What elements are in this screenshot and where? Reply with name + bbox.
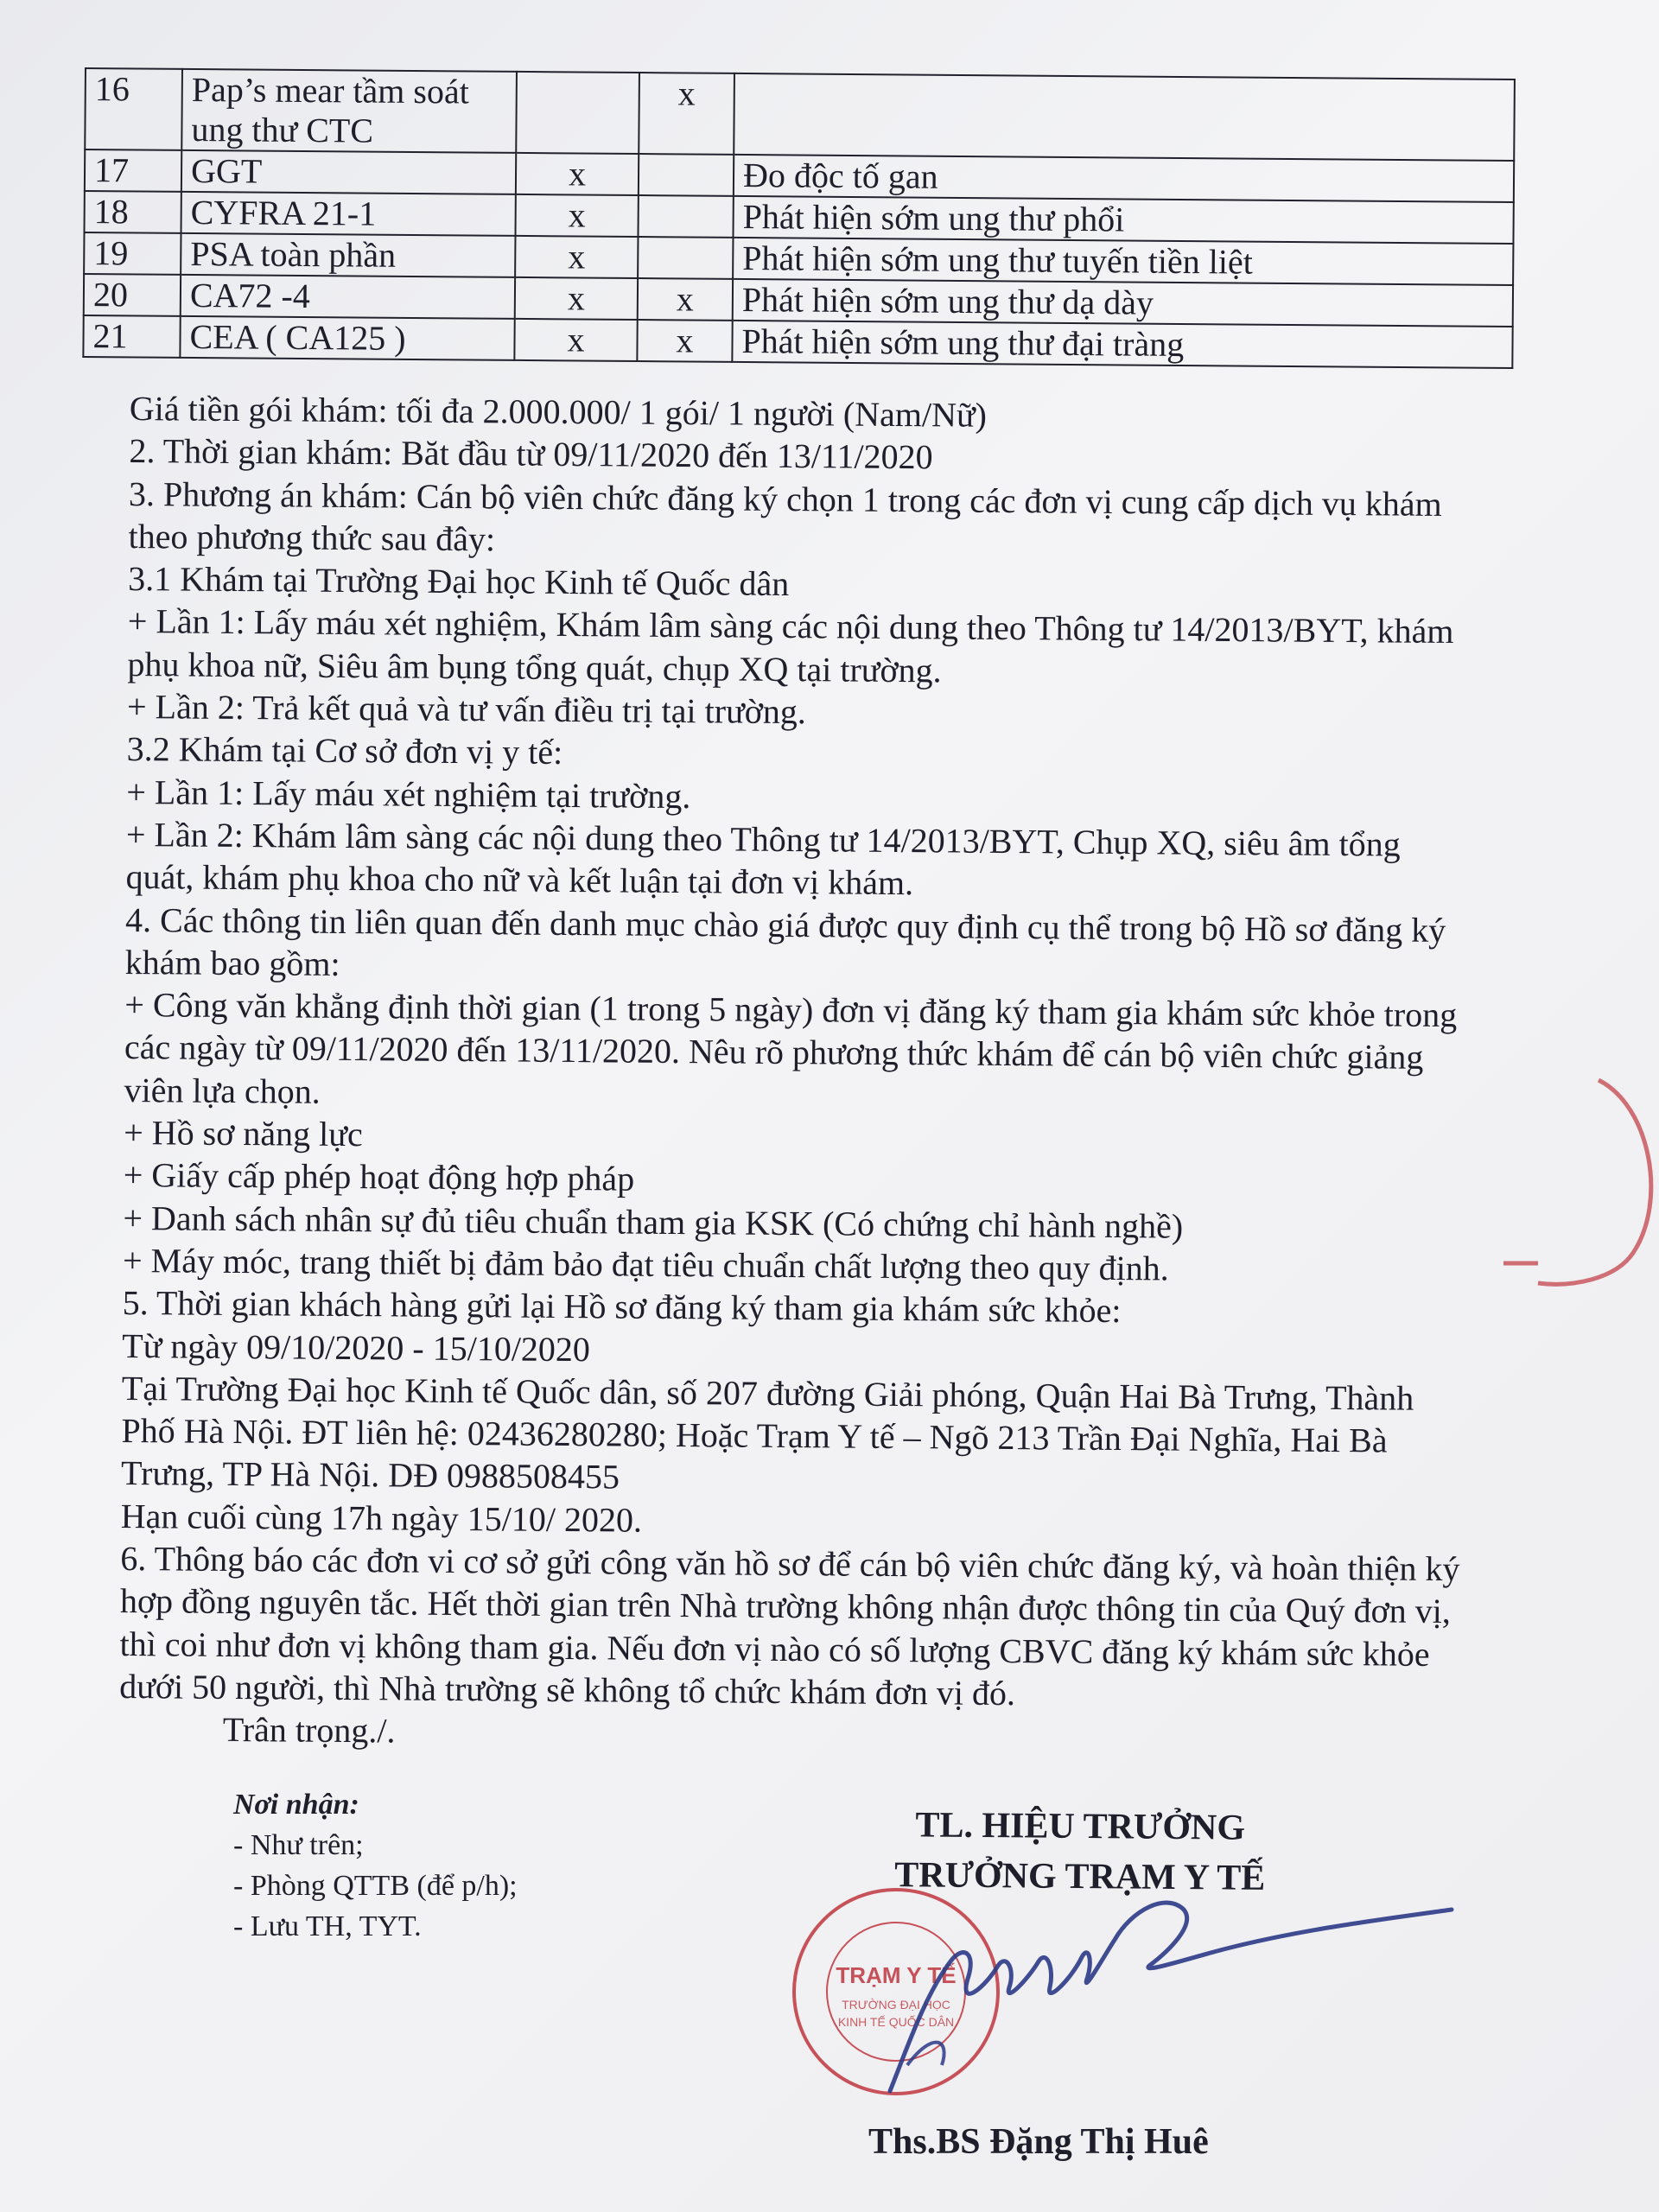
paragraph: Từ ngày 09/10/2020 - 15/10/2020 bbox=[122, 1325, 591, 1369]
exam-table bbox=[82, 67, 1516, 369]
mark-col-b bbox=[638, 237, 733, 279]
test-purpose: Đo độc tố gan bbox=[734, 155, 1514, 202]
mark-col-b: x bbox=[638, 278, 733, 321]
recipient-item: - Phòng QTTB (để p/h); bbox=[233, 1870, 518, 1902]
paragraph: 2. Thời gian khám: Băt đầu từ 09/11/2020 đến 13/11/2020 bbox=[129, 431, 933, 477]
row-number: 16 bbox=[85, 68, 182, 150]
test-purpose: Phát hiện sớm ung thư tuyến tiền liệt bbox=[733, 238, 1513, 285]
paragraph: Tại Trường Đại học Kinh tế Quốc dân, số 207 đường Giải phóng, Quận Hai Bà Trưng, Thành Phố Hà Nội. ĐT liên hệ: 02436280280; Hoặc Trạm Y tế – Ngõ 213 Trần Đại Nghĩa, Hai Bà Trưng, TP Hà Nội. DĐ 0988508455 bbox=[120, 1368, 1414, 1497]
row-number: 19 bbox=[84, 232, 181, 275]
paragraph: + Giấy cấp phép hoạt động hợp pháp bbox=[123, 1155, 635, 1198]
signer-name: Ths.BS Đặng Thị Huê bbox=[868, 2122, 1209, 2162]
partial-stamp-edge bbox=[1503, 1071, 1659, 1296]
test-name: CEA ( CA125 ) bbox=[180, 316, 514, 360]
paragraph: + Lần 1: Lấy máu xét nghiệm, Khám lâm sàng các nội dung theo Thông tư 14/2013/BYT, khám phụ khoa nữ, Siêu âm bụng tổng quát, chụp XQ tại trường. bbox=[127, 601, 1454, 690]
paragraph: 6. Thông báo các đơn vi cơ sở gửi công văn hồ sơ để cán bộ viên chức đăng ký, và hoàn thiện ký hợp đồng nguyên tắc. Hết thời gian trên Nhà trường không nhận được thông tin của Quý đơn vị, thì coi như đơn vị không tham gia. Nếu đơn vị nào có số lượng CBVC đăng ký khám sức khỏe dưới 50 người, thì Nhà trường sẽ không tổ chức khám đơn vị đó. bbox=[119, 1538, 1460, 1713]
mark-col-a: x bbox=[514, 319, 637, 361]
handwritten-signature bbox=[855, 1858, 1460, 2108]
paragraph: 3. Phương án khám: Cán bộ viên chức đăng ký chọn 1 trong các đơn vị cung cấp dịch vụ khám theo phương thức sau đây: bbox=[128, 474, 1442, 559]
paragraph: + Công văn khẳng định thời gian (1 trong 5 ngày) đơn vị đăng ký tham gia khám sức khỏe trong các ngày từ 09/11/2020 đến 13/11/2020. Nêu rõ phương thức khám để cán bộ viên chức giảng viên lựa chọn. bbox=[124, 985, 1458, 1111]
paragraph: Giá tiền gói khám: tối đa 2.000.000/ 1 gói/ 1 người (Nam/Nữ) bbox=[129, 388, 988, 435]
paragraph: 3.2 Khám tại Cơ sở đơn vị y tế: bbox=[126, 729, 563, 772]
table-row bbox=[85, 68, 1515, 161]
row-number: 18 bbox=[84, 191, 181, 233]
row-number: 17 bbox=[85, 149, 181, 192]
paragraph: + Danh sách nhân sự đủ tiêu chuẩn tham gia KSK (Có chứng chỉ hành nghề) bbox=[123, 1198, 1184, 1246]
recipients-header: Nơi nhận: bbox=[233, 1789, 359, 1821]
stamp-inner-text: KINH TẾ QUỐC DÂN bbox=[837, 2015, 955, 2029]
signature-title-line-2: TRƯỞNG TRẠM Y TẾ bbox=[894, 1855, 1266, 1898]
test-purpose: Phát hiện sớm ung thư dạ dày bbox=[733, 279, 1513, 327]
mark-col-b: x bbox=[639, 73, 734, 155]
test-name: CA72 -4 bbox=[181, 275, 515, 319]
test-name: PSA toàn phần bbox=[181, 233, 515, 277]
stamp-inner-text: TRƯỜNG ĐẠI HỌC bbox=[842, 1998, 950, 2012]
test-name: CYFRA 21-1 bbox=[181, 192, 515, 236]
row-number: 20 bbox=[84, 274, 181, 316]
mark-col-a: x bbox=[515, 236, 638, 278]
mark-col-a: x bbox=[515, 277, 638, 320]
document-body bbox=[119, 387, 1478, 1761]
recipients-block bbox=[233, 1784, 518, 1947]
mark-col-a: x bbox=[516, 153, 639, 195]
test-purpose: Phát hiện sớm ung thư đại tràng bbox=[732, 321, 1512, 368]
test-purpose bbox=[734, 73, 1515, 161]
paragraph: Hạn cuối cùng 17h ngày 15/10/ 2020. bbox=[120, 1496, 643, 1540]
mark-col-b bbox=[638, 195, 733, 238]
paragraph: + Hồ sơ năng lực bbox=[124, 1113, 363, 1154]
signature-title-line-1: TL. HIỆU TRƯỞNG bbox=[915, 1805, 1246, 1848]
mark-col-b bbox=[639, 154, 734, 196]
paragraph: + Lần 2: Khám lâm sàng các nội dung theo Thông tư 14/2013/BYT, Chụp XQ, siêu âm tổng quát, khám phụ khoa cho nữ và kết luận tại đơn vị khám. bbox=[125, 814, 1401, 903]
mark-col-a: x bbox=[515, 194, 638, 237]
test-name: Pap’s mear tầm soát ung thư CTC bbox=[181, 69, 517, 153]
test-name: GGT bbox=[181, 150, 516, 194]
paragraph: 3.1 Khám tại Trường Đại học Kinh tế Quốc dân bbox=[128, 559, 790, 604]
paragraph: 4. Các thông tin liên quan đến danh mục chào giá được quy định cụ thể trong bộ Hồ sơ đăng ký khám bao gồm: bbox=[124, 899, 1446, 983]
row-number: 21 bbox=[83, 315, 180, 358]
test-purpose: Phát hiện sớm ung thư phổi bbox=[733, 196, 1513, 244]
stamp-center-text: TRẠM Y TẾ bbox=[836, 1962, 957, 1988]
paragraph: + Lần 1: Lấy máu xét nghiệm tại trường. bbox=[126, 772, 691, 816]
paragraph: 5. Thời gian khách hàng gửi lại Hồ sơ đăng ký tham gia khám sức khỏe: bbox=[122, 1283, 1122, 1331]
recipient-item: - Lưu TH, TYT. bbox=[233, 1910, 422, 1942]
paragraph: + Máy móc, trang thiết bị đảm bảo đạt tiêu chuẩn chất lượng theo quy định. bbox=[122, 1240, 1169, 1288]
mark-col-a bbox=[516, 72, 639, 154]
paragraph: + Lần 2: Trả kết quả và tư vấn điều trị tại trường. bbox=[126, 687, 807, 732]
closing-line: Trân trọng./. bbox=[222, 1710, 396, 1751]
mark-col-b: x bbox=[637, 320, 732, 362]
recipient-item: - Như trên; bbox=[233, 1829, 364, 1861]
